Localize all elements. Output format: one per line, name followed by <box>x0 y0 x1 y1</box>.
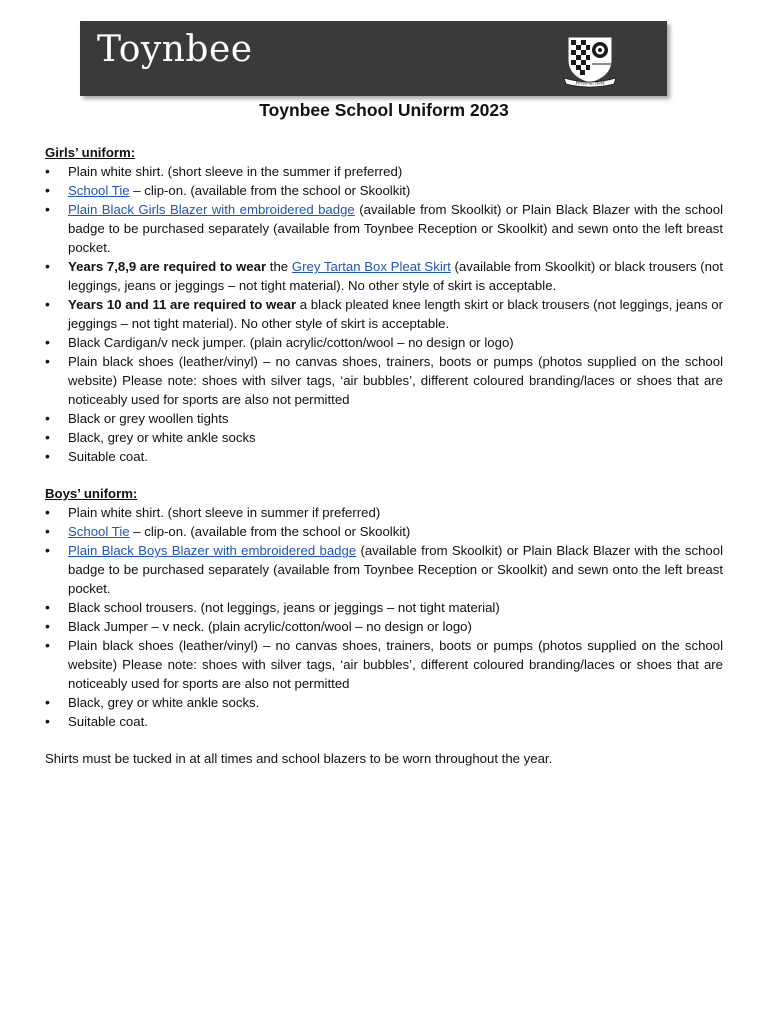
item-link[interactable]: Grey Tartan Box Pleat Skirt <box>291 259 451 275</box>
girls-uniform-heading: Girls’ uniform: <box>45 145 136 160</box>
document-title: Toynbee School Uniform 2023 <box>259 100 509 120</box>
list-item <box>45 636 723 693</box>
school-name: Toynbee <box>97 29 253 70</box>
item-link[interactable]: Plain Black Boys Blazer with embroidered badge <box>68 543 357 559</box>
item-text: a black pleated knee length skirt or black trousers (not leggings, jeans or jeggings – not tight material). No other style of skirt is acceptable. <box>68 297 723 332</box>
boys-uniform-list <box>45 503 723 731</box>
svg-text:Personal Best: Personal Best <box>575 80 605 86</box>
list-item <box>45 428 723 447</box>
item-text: Black Cardigan/v neck jumper. (plain acrylic/cotton/wool – no design or logo) <box>68 335 514 351</box>
list-item <box>45 200 723 257</box>
item-text: (available from Skoolkit) or black trousers (not leggings, jeans or jeggings – not tight material). No other style of skirt is acceptable. <box>68 259 723 294</box>
item-text: (available from Skoolkit) or Plain Black Blazer with the school badge to be purchased separately (available from Toynbee Reception or Skoolkit) and sewn onto the left breast pocket. <box>68 202 724 256</box>
item-text: Black, grey or white ankle socks. <box>68 695 260 711</box>
item-text: – clip-on. (available from the school or Skoolkit) <box>129 183 411 199</box>
list-item <box>45 712 723 731</box>
item-text: Plain white shirt. (short sleeve in summer if preferred) <box>68 505 381 521</box>
list-item <box>45 503 723 522</box>
item-emphasis: Years 7,8,9 are required to wear <box>68 259 267 275</box>
list-item <box>45 333 723 352</box>
item-link[interactable]: Plain Black Girls Blazer with embroidered badge <box>68 202 355 218</box>
boys-uniform-heading: Boys’ uniform: <box>45 486 138 502</box>
list-item <box>45 541 723 598</box>
item-text: Black Jumper – v neck. (plain acrylic/cotton/wool – no design or logo) <box>68 619 472 635</box>
item-text: the <box>266 259 292 275</box>
list-item <box>45 352 723 409</box>
list-item <box>45 617 723 636</box>
school-crest-logo <box>561 34 619 88</box>
item-text: Suitable coat. <box>68 449 148 465</box>
header-banner <box>80 21 667 96</box>
item-text: Plain white shirt. (short sleeve in the summer if preferred) <box>68 164 403 180</box>
list-item <box>45 693 723 712</box>
girls-uniform-list <box>45 162 723 466</box>
list-item <box>45 295 723 333</box>
item-text: Suitable coat. <box>68 714 148 730</box>
item-text: Black, grey or white ankle socks <box>68 430 256 446</box>
list-item <box>45 181 723 200</box>
item-text: Plain black shoes (leather/vinyl) – no canvas shoes, trainers, boots or pumps (photos supplied on the school website) Please note: shoes with silver tags, ‘air bubbles’, different coloured branding/laces or shoes that are noticeably used for sports are also not permitted <box>68 354 723 408</box>
item-link[interactable]: School Tie <box>68 183 130 199</box>
list-item <box>45 257 723 295</box>
list-item <box>45 522 723 541</box>
item-text: Plain black shoes (leather/vinyl) – no canvas shoes, trainers, boots or pumps (photos supplied on the school website) Please note: shoes with silver tags, ‘air bubbles’, different coloured branding/laces or shoes that are noticeably used for sports are also not permitted <box>68 638 723 692</box>
item-text: Black or grey woollen tights <box>68 411 229 427</box>
item-emphasis: Years 10 and 11 are required to wear <box>68 297 297 313</box>
list-item <box>45 162 723 181</box>
item-link[interactable]: School Tie <box>68 524 130 540</box>
list-item <box>45 598 723 617</box>
item-text: – clip-on. (available from the school or Skoolkit) <box>129 524 411 540</box>
closing-note: Shirts must be tucked in at all times and school blazers to be worn throughout the year. <box>45 751 553 767</box>
item-text: (available from Skoolkit) or Plain Black Blazer with the school badge to be purchased separately (available from Toynbee Reception or Skoolkit) and sewn onto the left breast pocket. <box>68 543 723 597</box>
list-item <box>45 409 723 428</box>
uniform-content <box>45 143 723 769</box>
item-text: Black school trousers. (not leggings, jeans or jeggings – not tight material) <box>68 600 500 616</box>
list-item <box>45 447 723 466</box>
